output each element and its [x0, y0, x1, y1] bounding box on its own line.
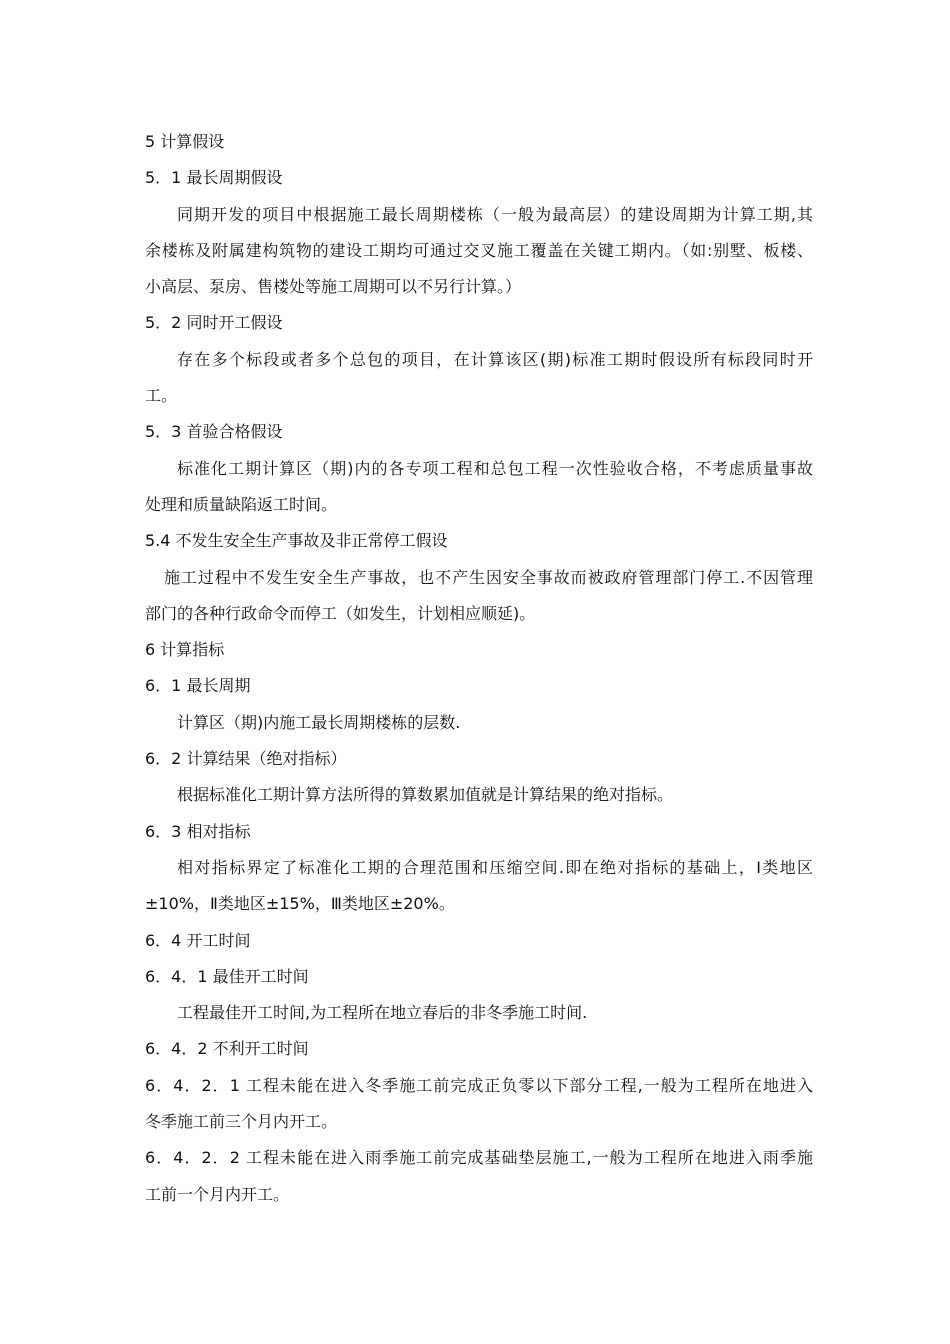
heading-6: 6 计算指标 — [145, 640, 225, 660]
paragraph-line: 相对指标界定了标准化工期的合理范围和压缩空间.即在绝对指标的基础上，Ⅰ类地区 — [177, 857, 813, 877]
paragraph-line: 存在多个标段或者多个总包的项目，在计算该区(期)标准工期时假设所有标段同时开 — [177, 349, 813, 369]
paragraph-line: 标准化工期计算区（期)内的各专项工程和总包工程一次性验收合格，不考虑质量事故 — [177, 458, 813, 478]
paragraph-line: 6．4．2．1 工程未能在进入冬季施工前完成正负零以下部分工程,一般为工程所在地进入 — [145, 1075, 813, 1095]
heading-6-4-2: 6．4．2 不利开工时间 — [145, 1039, 309, 1059]
paragraph-line: 冬季施工前三个月内开工。 — [145, 1112, 338, 1132]
heading-5-3: 5．3 首验合格假设 — [145, 422, 283, 442]
paragraph-line: 部门的各种行政命令而停工（如发生，计划相应顺延)。 — [145, 603, 536, 623]
heading-6-2: 6．2 计算结果（绝对指标） — [145, 749, 347, 769]
heading-6-1: 6．1 最长周期 — [145, 676, 251, 696]
paragraph-line: 同期开发的项目中根据施工最长周期楼栋（一般为最高层）的建设周期为计算工期,其 — [177, 204, 813, 224]
paragraph-line: 6．4．2．2 工程未能在进入雨季施工前完成基础垫层施工,一般为工程所在地进入雨季施 — [145, 1148, 813, 1168]
heading-5-4: 5.4 不发生安全生产事故及非正常停工假设 — [145, 531, 448, 551]
paragraph-line: 计算区（期)内施工最长周期楼栋的层数. — [177, 712, 461, 732]
paragraph-line: 工。 — [145, 386, 178, 406]
heading-6-3: 6．3 相对指标 — [145, 821, 251, 841]
paragraph-line: 工程最佳开工时间,为工程所在地立春后的非冬季施工时间. — [177, 1003, 588, 1023]
document-body — [145, 124, 813, 1213]
paragraph-line: 处理和质量缺陷返工时间。 — [145, 494, 338, 514]
paragraph-line: ±10%，Ⅱ类地区±15%，Ⅲ类地区±20%。 — [145, 894, 455, 914]
heading-5: 5 计算假设 — [145, 132, 225, 151]
heading-6-4-1: 6．4．1 最佳开工时间 — [145, 966, 309, 986]
paragraph-line: 根据标准化工期计算方法所得的算数累加值就是计算结果的绝对指标。 — [177, 785, 674, 805]
heading-5-2: 5．2 同时开工假设 — [145, 313, 283, 333]
paragraph-line: 余楼栋及附属建构筑物的建设工期均可通过交叉施工覆盖在关键工期内。（如:别墅、板楼、 — [145, 240, 813, 260]
heading-5-1: 5．1 最长周期假设 — [145, 168, 283, 188]
heading-6-4: 6．4 开工时间 — [145, 930, 251, 950]
paragraph-line: 小高层、泵房、售楼处等施工周期可以不另行计算。） — [145, 277, 522, 297]
paragraph-line: 施工过程中不发生安全生产事故，也不产生因安全事故而被政府管理部门停工.不因管理 — [164, 567, 813, 587]
paragraph-line: 工前一个月内开工。 — [145, 1184, 290, 1204]
